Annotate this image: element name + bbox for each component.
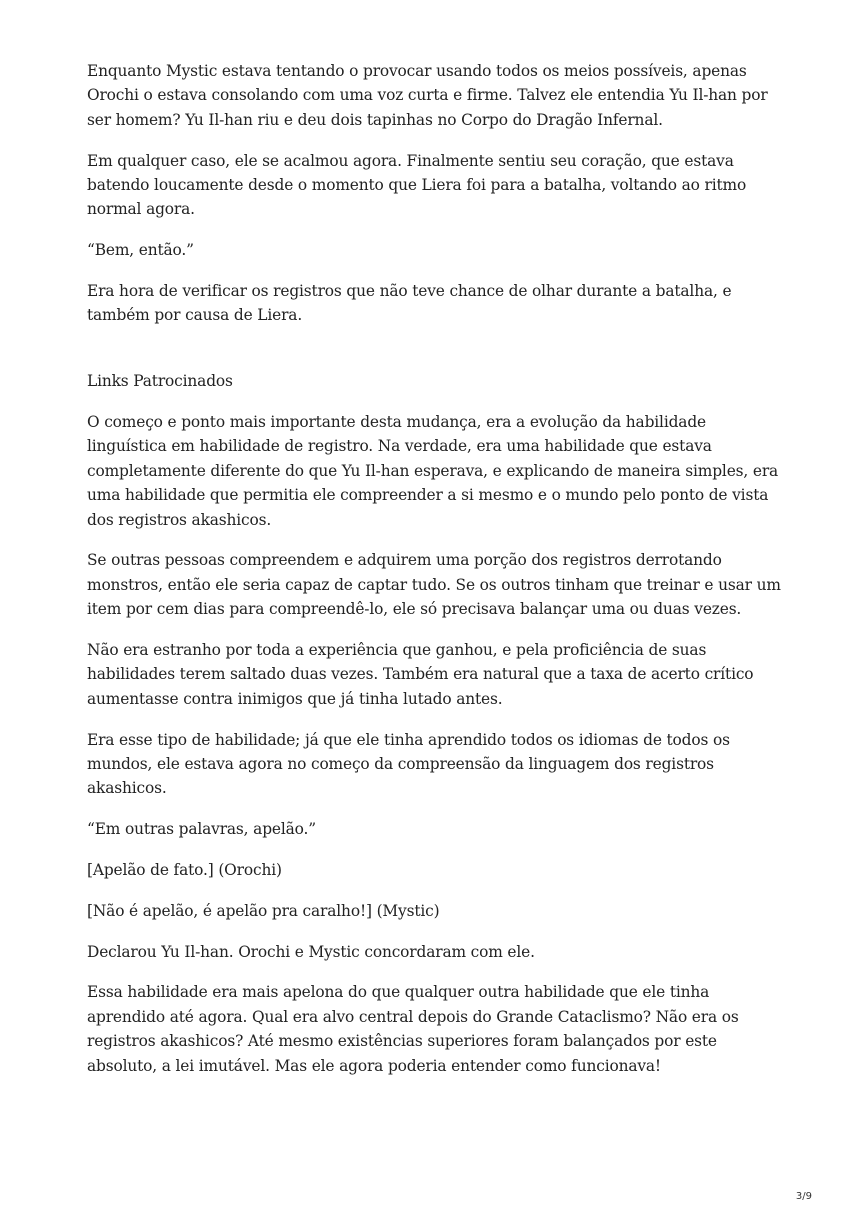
paragraph: Era hora de verificar os registros que não teve chance de olhar durante a batalha, e também por causa de Liera. xyxy=(87,282,732,325)
paragraph: Se outras pessoas compreendem e adquirem uma porção dos registros derrotando monstros, então ele seria capaz de captar tudo. Se os outros tinham que treinar e usar um item por cem dias para compreendê-lo, ele só precisava balançar uma ou duas vezes. xyxy=(87,551,781,619)
paragraph: Em qualquer caso, ele se acalmou agora. Finalmente sentiu seu coração, que estava batendo loucamente desde o momento que Liera foi para a batalha, voltando ao ritmo normal agora. xyxy=(87,151,747,219)
sponsored-links-heading: Links Patrocinados xyxy=(87,372,233,391)
paragraph: “Em outras palavras, apelão.” xyxy=(87,820,316,839)
paragraph: Essa habilidade era mais apelona do que qualquer outra habilidade que ele tinha aprendido até agora. Qual era alvo central depois do Grande Cataclismo? Não era os registros akashicos? Até mesmo existências superiores foram balançados por este absoluto, a lei imutável. Mas ele agora poderia entender como funcionava! xyxy=(87,983,739,1075)
page-number: 3/9 xyxy=(795,1191,812,1202)
paragraph: O começo e ponto mais importante desta mudança, era a evolução da habilidade linguística em habilidade de registro. Na verdade, era uma habilidade que estava completamente diferente do que Yu Il-han esperava, e explicando de maneira simples, era uma habilidade que permitia ele compreender a si mesmo e o mundo pelo ponto de vista dos registros akashicos. xyxy=(87,413,779,529)
paragraph: [Apelão de fato.] (Orochi) xyxy=(87,861,282,880)
paragraph: [Não é apelão, é apelão pra caralho!] (Mystic) xyxy=(87,901,440,920)
paragraph: Enquanto Mystic estava tentando o provocar usando todos os meios possíveis, apenas Orochi o estava consolando com uma voz curta e firme. Talvez ele entendia Yu Il-han por ser homem? Yu Il-han riu e deu dois tapinhas no Corpo do Dragão Infernal. xyxy=(87,62,768,129)
paragraph: Não era estranho por toda a experiência que ganhou, e pela proficiência de suas habilidades terem saltado duas vezes. Também era natural que a taxa de acerto crítico aumentasse contra inimigos que já tinha lutado antes. xyxy=(87,641,754,708)
spacer xyxy=(87,344,787,369)
paragraph: Era esse tipo de habilidade; já que ele tinha aprendido todos os idiomas de todos os mundos, ele estava agora no começo da compreensão da linguagem dos registros akashicos. xyxy=(87,730,730,798)
document-body xyxy=(87,59,787,1094)
paragraph: Declarou Yu Il-han. Orochi e Mystic concordaram com ele. xyxy=(87,942,535,961)
paragraph: “Bem, então.” xyxy=(87,241,194,260)
